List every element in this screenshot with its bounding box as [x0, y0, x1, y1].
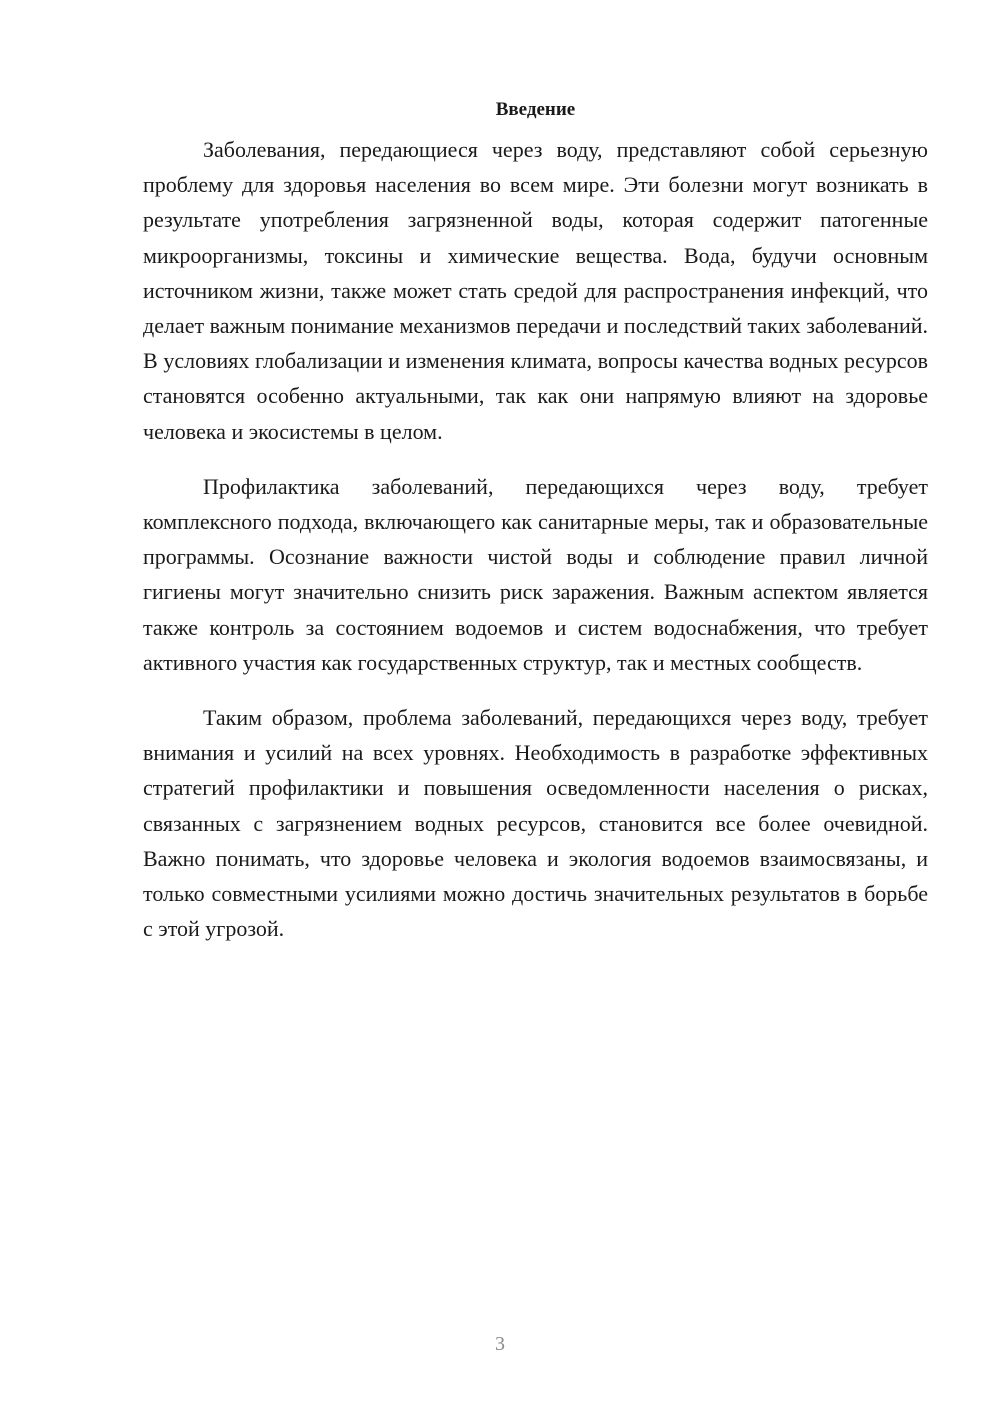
page-number: 3 [495, 1333, 505, 1355]
paragraph-3: Таким образом, проблема заболеваний, передающихся через воду, требует внимания и усилий на всех уровнях. Необходимость в разработке эффективных стратегий профилактики и повышения осведомленности населения о рисках, связанных с загрязнением водных ресурсов, становится все более очевидной. Важно понимать, что здоровье человека и экология водоемов взаимосвязаны, и только совместными усилиями можно достичь значительных результатов в борьбе с этой угрозой. [143, 705, 928, 942]
section-title: Введение [495, 99, 576, 120]
paragraph-2: Профилактика заболеваний, передающихся через воду, требует комплексного подхода, включающего как санитарные меры, так и образовательные программы. Осознание важности чистой воды и соблюдение правил личной гигиены могут значительно снизить риск заражения. Важным аспектом является также контроль за состоянием водоемов и систем водоснабжения, что требует активного участия как государственных структур, так и местных сообществ. [143, 473, 928, 675]
paragraph-1: Заболевания, передающиеся через воду, представляют собой серьезную проблему для здоровья населения во всем мире. Эти болезни могут возникать в результате употребления загрязненной воды, которая содержит патогенные микроорганизмы, токсины и химические вещества. Вода, будучи основным источником жизни, также может стать средой для распространения инфекций, что делает важным понимание механизмов передачи и последствий таких заболеваний. В условиях глобализации и изменения климата, вопросы качества водных ресурсов становятся особенно актуальными, так как они напрямую влияют на здоровье человека и экосистемы в целом. [143, 137, 928, 444]
page-content [143, 96, 928, 966]
